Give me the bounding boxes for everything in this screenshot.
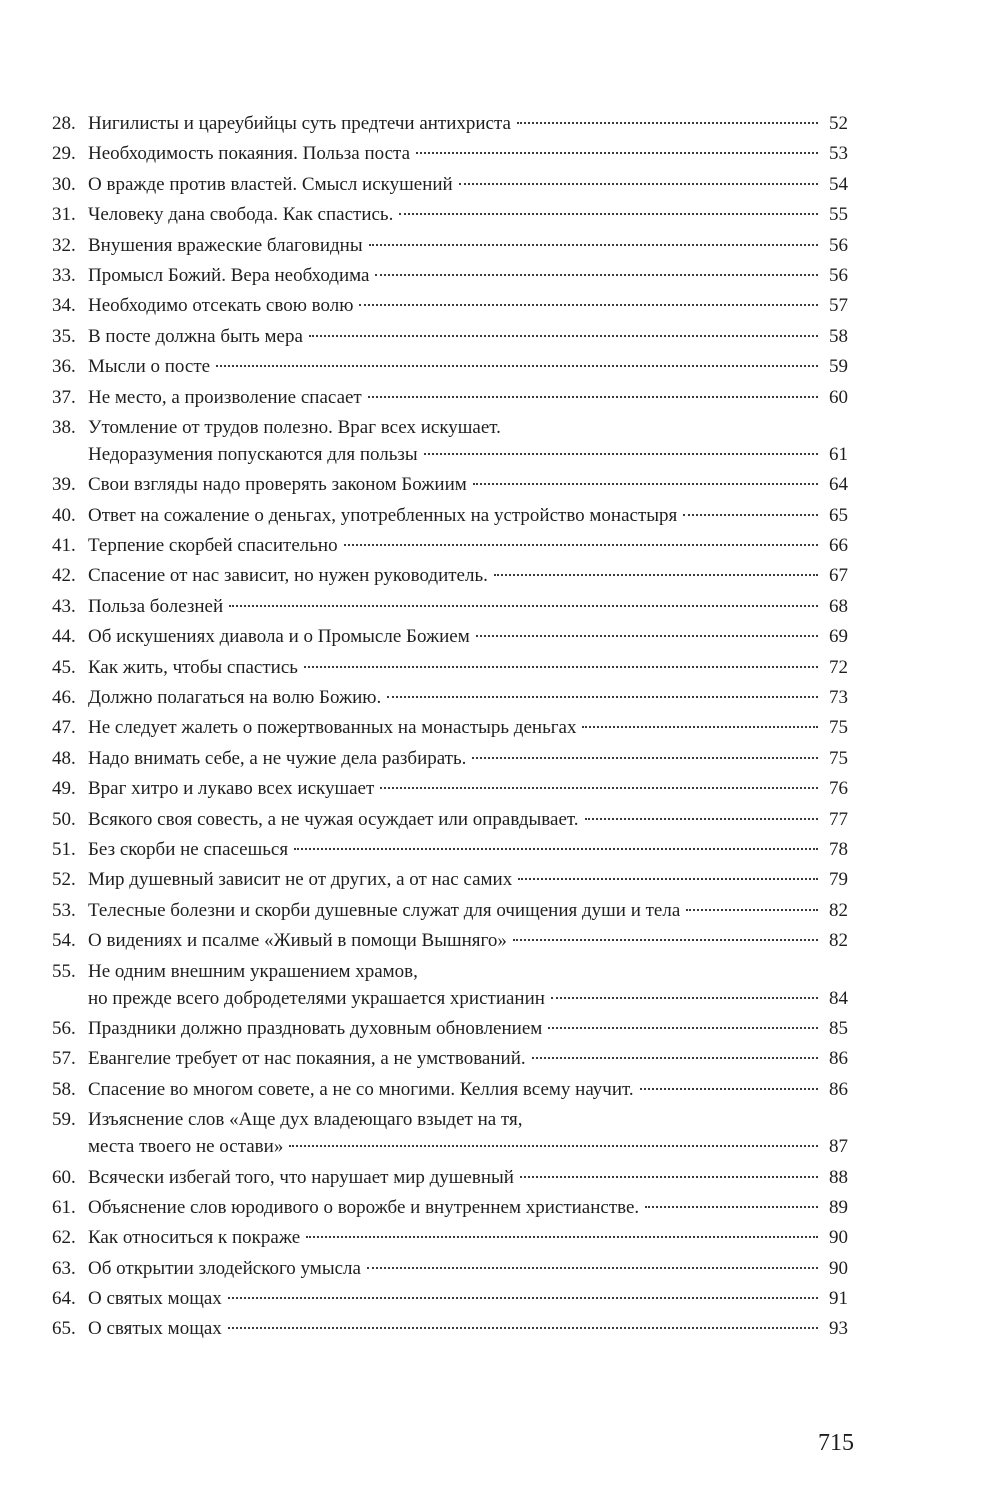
toc-entry-line xyxy=(52,232,848,259)
toc-entry-title: Промысл Божий. Вера необходима xyxy=(88,264,370,286)
toc-entry xyxy=(52,414,848,468)
toc-entry-number: 38. xyxy=(52,416,76,438)
toc-entry-number: 37. xyxy=(52,386,76,408)
dot-leader xyxy=(518,878,818,880)
toc-entry-title: Как жить, чтобы спастись xyxy=(88,656,298,678)
toc-entry-number: 31. xyxy=(52,204,76,226)
toc-entry xyxy=(52,353,848,380)
toc-entry-title: Евангелие требует от нас покаяния, а не умствований. xyxy=(88,1048,526,1070)
toc-entry xyxy=(52,1045,848,1072)
toc-entry-page: 73 xyxy=(829,687,848,709)
dot-leader xyxy=(582,726,818,728)
dot-leader xyxy=(367,1267,818,1269)
toc-entry-line xyxy=(52,384,848,411)
dot-leader xyxy=(686,909,818,911)
toc-entry-line xyxy=(52,927,848,954)
dot-leader xyxy=(368,396,818,398)
dot-leader xyxy=(387,696,818,698)
toc-entry xyxy=(52,562,848,589)
toc-entry xyxy=(52,654,848,681)
toc-entry-page: 61 xyxy=(829,443,848,465)
toc-entry-line xyxy=(52,775,848,802)
dot-leader xyxy=(494,574,818,576)
toc-entry-title: Человеку дана свобода. Как спастись. xyxy=(88,204,394,226)
toc-entry-page: 88 xyxy=(829,1166,848,1188)
toc-entry-title: Спасение во многом совете, а не со многими. Келлия всему научит. xyxy=(88,1078,634,1100)
toc-entry-number: 62. xyxy=(52,1227,76,1249)
toc-entry-title: Утомление от трудов полезно. Враг всех искушает. xyxy=(88,416,501,438)
toc-entry-continuation xyxy=(52,441,848,468)
toc-entry-number: 54. xyxy=(52,930,76,952)
dot-leader xyxy=(289,1145,818,1147)
toc-entry-number: 58. xyxy=(52,1078,76,1100)
toc-entry xyxy=(52,232,848,259)
toc-entry-line xyxy=(52,1045,848,1072)
toc-entry-line xyxy=(52,292,848,319)
toc-entry-number: 59. xyxy=(52,1109,76,1131)
dot-leader xyxy=(472,757,818,759)
toc-entry-page: 85 xyxy=(829,1017,848,1039)
toc-entry-page: 77 xyxy=(829,808,848,830)
toc-entry-number: 35. xyxy=(52,325,76,347)
toc-entry-number: 43. xyxy=(52,595,76,617)
toc-entry-title: О святых мощах xyxy=(88,1318,222,1340)
toc-entry-line xyxy=(52,323,848,350)
toc-entry xyxy=(52,502,848,529)
toc-entry-title: Всякого своя совесть, а не чужая осуждает или оправдывает. xyxy=(88,808,579,830)
dot-leader xyxy=(585,818,818,820)
toc-entry xyxy=(52,836,848,863)
toc-entry-title: О святых мощах xyxy=(88,1288,222,1310)
dot-leader xyxy=(640,1088,818,1090)
toc-entry-line xyxy=(52,866,848,893)
toc-entry-line xyxy=(52,1194,848,1221)
toc-entry-title: Телесные болезни и скорби душевные служат для очищения души и тела xyxy=(88,899,681,921)
page-number: 715 xyxy=(818,1430,854,1456)
toc-entry-page: 72 xyxy=(829,656,848,678)
dot-leader xyxy=(304,666,818,668)
toc-entry-title: Необходимо отсекать свою волю xyxy=(88,295,354,317)
toc-entry-number: 51. xyxy=(52,838,76,860)
toc-entry-page: 56 xyxy=(829,264,848,286)
toc-entry-page: 86 xyxy=(829,1078,848,1100)
toc-entry-number: 40. xyxy=(52,504,76,526)
toc-entry-line xyxy=(52,140,848,167)
toc-entry-number: 29. xyxy=(52,143,76,165)
toc-entry xyxy=(52,532,848,559)
dot-leader xyxy=(228,1327,818,1329)
dot-leader xyxy=(216,365,818,367)
toc-entry xyxy=(52,866,848,893)
toc-entry-line xyxy=(52,836,848,863)
dot-leader xyxy=(645,1206,818,1208)
toc-entry-page: 90 xyxy=(829,1227,848,1249)
toc-entry-page: 67 xyxy=(829,565,848,587)
toc-entry-page: 54 xyxy=(829,173,848,195)
toc-entry-title: Недоразумения попускаются для пользы xyxy=(88,443,418,465)
toc-entry-title: Ответ на сожаление о деньгах, употребленных на устройство монастыря xyxy=(88,504,678,526)
toc-entry-number: 46. xyxy=(52,687,76,709)
toc-entry-page: 78 xyxy=(829,838,848,860)
toc-entry-title: Всячески избегай того, что нарушает мир душевный xyxy=(88,1166,514,1188)
toc-entry-page: 52 xyxy=(829,113,848,134)
toc-entry xyxy=(52,1194,848,1221)
toc-entry-number: 47. xyxy=(52,717,76,739)
toc-entry-line xyxy=(52,262,848,289)
toc-entry-line xyxy=(52,201,848,228)
toc-entry-number: 53. xyxy=(52,899,76,921)
toc-entry-page: 79 xyxy=(829,869,848,891)
toc-entry-line xyxy=(52,1076,848,1103)
toc-entry-title: Спасение от нас зависит, но нужен руководитель. xyxy=(88,565,488,587)
toc-entry-title: Без скорби не спасешься xyxy=(88,838,289,860)
dot-leader xyxy=(459,183,818,185)
dot-leader xyxy=(683,514,818,516)
toc-entry-title: Терпение скорбей спасительно xyxy=(88,535,338,557)
toc-entry xyxy=(52,110,848,137)
toc-entry-number: 64. xyxy=(52,1288,76,1310)
toc-entry-title: Внушения вражеские благовидны xyxy=(88,234,363,256)
toc-entry-number: 57. xyxy=(52,1048,76,1070)
toc-entry-title: Мир душевный зависит не от других, а от нас самих xyxy=(88,869,513,891)
dot-leader xyxy=(306,1236,818,1238)
dot-leader xyxy=(520,1176,818,1178)
toc-entry-continuation xyxy=(52,1133,848,1160)
toc-entry-line xyxy=(52,684,848,711)
toc-entry-page: 55 xyxy=(829,204,848,226)
toc-entry-title: Нигилисты и цареубийцы суть предтечи антихриста xyxy=(88,113,511,134)
dot-leader xyxy=(532,1057,818,1059)
toc-entry xyxy=(52,140,848,167)
toc-entry-page: 90 xyxy=(829,1257,848,1279)
toc-entry xyxy=(52,593,848,620)
toc-entry-line xyxy=(52,897,848,924)
toc-entry-line xyxy=(52,171,848,198)
toc-entry-title: Праздники должно праздновать духовным обновлением xyxy=(88,1017,543,1039)
dot-leader xyxy=(476,635,818,637)
toc-entry-title: О вражде против властей. Смысл искушений xyxy=(88,173,453,195)
toc-entry-number: 30. xyxy=(52,173,76,195)
toc-entry-line xyxy=(52,623,848,650)
dot-leader xyxy=(380,787,818,789)
toc-entry-title: Как относиться к покраже xyxy=(88,1227,301,1249)
dot-leader xyxy=(399,213,818,215)
toc-entry xyxy=(52,927,848,954)
toc-entry-line xyxy=(52,593,848,620)
toc-entry-title: Свои взгляды надо проверять законом Божиим xyxy=(88,474,467,496)
toc-entry-page: 53 xyxy=(829,143,848,165)
toc-entry-title: Не место, а произволение спасает xyxy=(88,386,362,408)
toc-entry-page: 82 xyxy=(829,899,848,921)
toc-entry-number: 60. xyxy=(52,1166,76,1188)
toc-entry xyxy=(52,1076,848,1103)
toc-entry-number: 39. xyxy=(52,474,76,496)
toc-entry-continuation xyxy=(52,985,848,1012)
toc-entry xyxy=(52,806,848,833)
toc-entry-title: Об открытии злодейского умысла xyxy=(88,1257,361,1279)
toc-entry-number: 44. xyxy=(52,626,76,648)
toc-entry-title: Изъяснение слов «Аще дух владеющаго взыдет на тя, xyxy=(88,1109,523,1131)
toc-entry-title: Об искушениях диавола и о Промысле Божием xyxy=(88,626,470,648)
toc-entry xyxy=(52,714,848,741)
toc-entry-number: 34. xyxy=(52,295,76,317)
toc-entry xyxy=(52,323,848,350)
toc-entry-number: 41. xyxy=(52,535,76,557)
dot-leader xyxy=(551,997,818,999)
toc-entry-number: 56. xyxy=(52,1017,76,1039)
toc-entry-number: 63. xyxy=(52,1257,76,1279)
toc-entry-number: 33. xyxy=(52,264,76,286)
toc-entry-line xyxy=(52,562,848,589)
toc-entry xyxy=(52,684,848,711)
toc-entry-title: Не одним внешним украшением храмов, xyxy=(88,960,418,982)
toc-entry-page: 75 xyxy=(829,717,848,739)
toc-entry-title: Польза болезней xyxy=(88,595,224,617)
toc-entry-page: 84 xyxy=(829,987,848,1009)
toc-entry-line xyxy=(52,654,848,681)
toc-entry-number: 48. xyxy=(52,747,76,769)
toc-entry-line xyxy=(52,714,848,741)
toc-entry-line xyxy=(52,1015,848,1042)
toc-entry-page: 65 xyxy=(829,504,848,526)
toc-entry xyxy=(52,1015,848,1042)
toc-entry-page: 57 xyxy=(829,295,848,317)
dot-leader xyxy=(369,244,818,246)
toc-entry-line xyxy=(52,1285,848,1312)
toc-entry-page: 75 xyxy=(829,747,848,769)
toc-entry-title: Объяснение слов юродивого о ворожбе и внутреннем христианстве. xyxy=(88,1196,640,1218)
toc-entry-page: 66 xyxy=(829,535,848,557)
toc-entry-line xyxy=(52,532,848,559)
toc-entry-title: Необходимость покаяния. Польза поста xyxy=(88,143,411,165)
toc-entry xyxy=(52,958,848,1012)
toc-entry-line xyxy=(52,1315,848,1342)
toc-entry-number: 50. xyxy=(52,808,76,830)
toc-entry xyxy=(52,384,848,411)
dot-leader xyxy=(228,1297,818,1299)
toc-entry-title: Мысли о посте xyxy=(88,356,211,378)
dot-leader xyxy=(517,122,818,124)
dot-leader xyxy=(294,848,818,850)
dot-leader xyxy=(513,939,818,941)
toc-entry-page: 64 xyxy=(829,474,848,496)
toc-entry xyxy=(52,623,848,650)
toc-entry-line xyxy=(52,1164,848,1191)
dot-leader xyxy=(548,1027,818,1029)
toc-entry-page: 87 xyxy=(829,1136,848,1158)
toc-entry-title: но прежде всего добродетелями украшается христианин xyxy=(88,987,545,1009)
toc-entry-number: 42. xyxy=(52,565,76,587)
toc-entry-line xyxy=(52,1255,848,1282)
toc-entry-number: 45. xyxy=(52,656,76,678)
toc-entry xyxy=(52,1106,848,1160)
toc-entry-line xyxy=(52,806,848,833)
dot-leader xyxy=(229,605,818,607)
toc-entry-line xyxy=(52,353,848,380)
toc-entry xyxy=(52,471,848,498)
toc-entry xyxy=(52,1285,848,1312)
toc-entry-title: Враг хитро и лукаво всех искушает xyxy=(88,778,375,800)
toc-entry xyxy=(52,201,848,228)
toc-entry-page: 89 xyxy=(829,1196,848,1218)
toc-entry-line xyxy=(52,110,848,137)
toc-entry-line xyxy=(52,1224,848,1251)
dot-leader xyxy=(424,453,818,455)
toc-entry xyxy=(52,262,848,289)
toc-entry-number: 52. xyxy=(52,869,76,891)
toc-entry-page: 60 xyxy=(829,386,848,408)
toc-entry-line xyxy=(52,471,848,498)
dot-leader xyxy=(375,274,818,276)
toc-entry-line xyxy=(52,958,848,985)
toc-entry xyxy=(52,292,848,319)
toc-entry-page: 56 xyxy=(829,234,848,256)
toc-entry-page: 58 xyxy=(829,325,848,347)
dot-leader xyxy=(473,483,818,485)
toc-entry-title: Должно полагаться на волю Божию. xyxy=(88,687,382,709)
toc-entry-title: Не следует жалеть о пожертвованных на монастырь деньгах xyxy=(88,717,577,739)
dot-leader xyxy=(309,335,818,337)
toc-entry-page: 76 xyxy=(829,778,848,800)
toc-entry-page: 82 xyxy=(829,930,848,952)
toc-entry-page: 91 xyxy=(829,1288,848,1310)
toc-entry-title: О видениях и псалме «Живый в помощи Вышняго» xyxy=(88,930,507,952)
toc-entry-line xyxy=(52,745,848,772)
toc-entry xyxy=(52,1224,848,1251)
toc-entry xyxy=(52,745,848,772)
toc-entry-line xyxy=(52,502,848,529)
toc-entry-page: 86 xyxy=(829,1048,848,1070)
toc-entry-number: 55. xyxy=(52,960,76,982)
toc-entry-title: Надо внимать себе, а не чужие дела разбирать. xyxy=(88,747,467,769)
toc-entry-number: 61. xyxy=(52,1196,76,1218)
toc-entry-title: В посте должна быть мера xyxy=(88,325,303,347)
toc-entry-number: 65. xyxy=(52,1318,76,1340)
toc-entry xyxy=(52,1255,848,1282)
toc-entry-page: 68 xyxy=(829,595,848,617)
toc-entry-line xyxy=(52,414,848,441)
toc-entry-number: 49. xyxy=(52,778,76,800)
dot-leader xyxy=(359,304,818,306)
dot-leader xyxy=(416,152,818,154)
toc-entry xyxy=(52,897,848,924)
toc-entry-page: 93 xyxy=(829,1318,848,1340)
table-of-contents xyxy=(52,110,848,1346)
toc-entry-number: 32. xyxy=(52,234,76,256)
dot-leader xyxy=(344,544,818,546)
toc-entry-number: 36. xyxy=(52,356,76,378)
toc-entry-title: места твоего не остави» xyxy=(88,1136,284,1158)
toc-entry xyxy=(52,1164,848,1191)
toc-entry-page: 59 xyxy=(829,356,848,378)
toc-entry xyxy=(52,1315,848,1342)
toc-entry-page: 69 xyxy=(829,626,848,648)
toc-entry-line xyxy=(52,1106,848,1133)
toc-entry-number: 28. xyxy=(52,113,76,134)
toc-entry xyxy=(52,171,848,198)
toc-entry xyxy=(52,775,848,802)
